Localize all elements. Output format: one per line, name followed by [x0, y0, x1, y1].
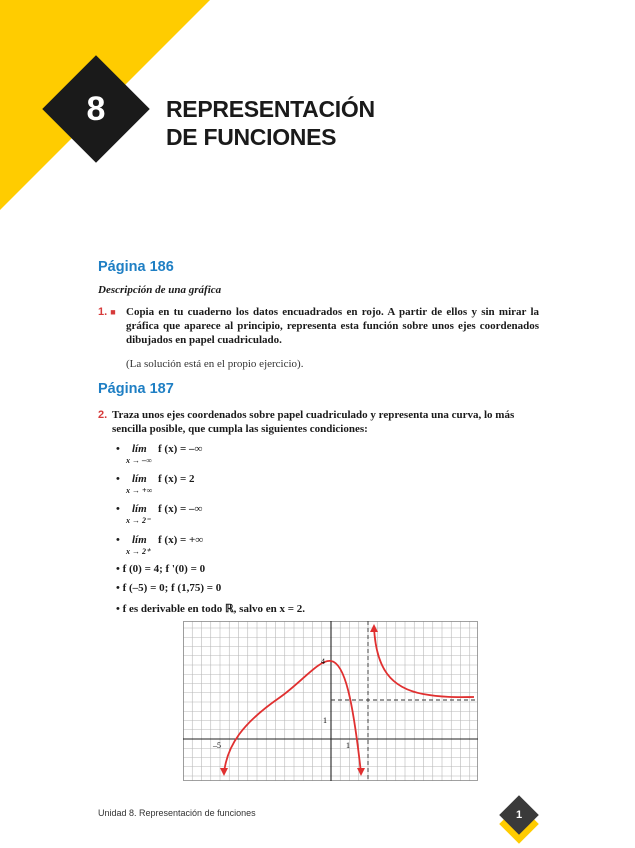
limit-label: lím: [132, 443, 147, 455]
condition-item: • f (0) = 4; f '(0) = 0: [116, 563, 206, 575]
arrow-down-left-icon: [220, 768, 228, 776]
limit-subscript: x → –∞: [126, 456, 152, 465]
solution-note: (La solución está en el propio ejercicio).: [126, 358, 304, 370]
limit-expression: f (x) = 2: [158, 473, 195, 485]
section-subtitle: Descripción de una gráfica: [98, 284, 222, 296]
chapter-title: [166, 95, 375, 151]
x-label-neg5: –5: [213, 741, 221, 750]
limit-subscript: x → +∞: [126, 486, 153, 495]
arrow-down-right-icon: [357, 768, 365, 776]
exercise-1-text: Copia en tu cuaderno los datos encuadrados en rojo. A partir de ellos y sin mirar la gráfica que aparece al principio, representa esta función sobre unos ejes coordenados dibujados en papel cuadriculado.: [126, 306, 539, 346]
page-heading-186: Página 186: [98, 259, 174, 275]
condition-item: • f es derivable en todo ℝ, salvo en x = 2.: [116, 603, 306, 615]
red-square-icon: ■: [110, 307, 116, 317]
exercise-2-text: Traza unos ejes coordenados sobre papel cuadriculado y representa una curva, lo más sencilla posible, que cumpla las siguientes condiciones:: [112, 409, 515, 435]
y-label-4: 4: [321, 657, 325, 666]
graph-svg: [183, 621, 478, 781]
page-heading-187: Página 187: [98, 381, 174, 397]
y-label-1: 1: [323, 716, 327, 725]
limit-expression: f (x) = –∞: [158, 443, 203, 455]
exercise-1-number: 1. ■: [98, 306, 116, 318]
limit-label: lím: [132, 473, 147, 485]
limit-label: lím: [132, 534, 147, 546]
chapter-title-line2: DE FUNCIONES: [166, 124, 337, 150]
condition-item: • f (–5) = 0; f (1,75) = 0: [116, 582, 222, 594]
limit-expression: f (x) = +∞: [158, 534, 204, 546]
function-graph: [183, 621, 478, 781]
exercise-2: [98, 408, 540, 436]
page-number: 1: [515, 809, 523, 821]
footer-unit-title: Unidad 8. Representación de funciones: [98, 808, 256, 818]
limit-subscript: x → 2⁺: [126, 547, 151, 556]
chapter-title-line1: REPRESENTACIÓN: [166, 96, 375, 122]
limit-expression: f (x) = –∞: [158, 503, 203, 515]
exercise-1: [98, 305, 539, 347]
chapter-number: 8: [86, 89, 106, 128]
x-label-1: 1: [346, 741, 350, 750]
limit-label: lím: [132, 503, 147, 515]
limit-subscript: x → 2⁻: [126, 516, 151, 525]
exercise-2-number: 2.: [98, 409, 108, 421]
